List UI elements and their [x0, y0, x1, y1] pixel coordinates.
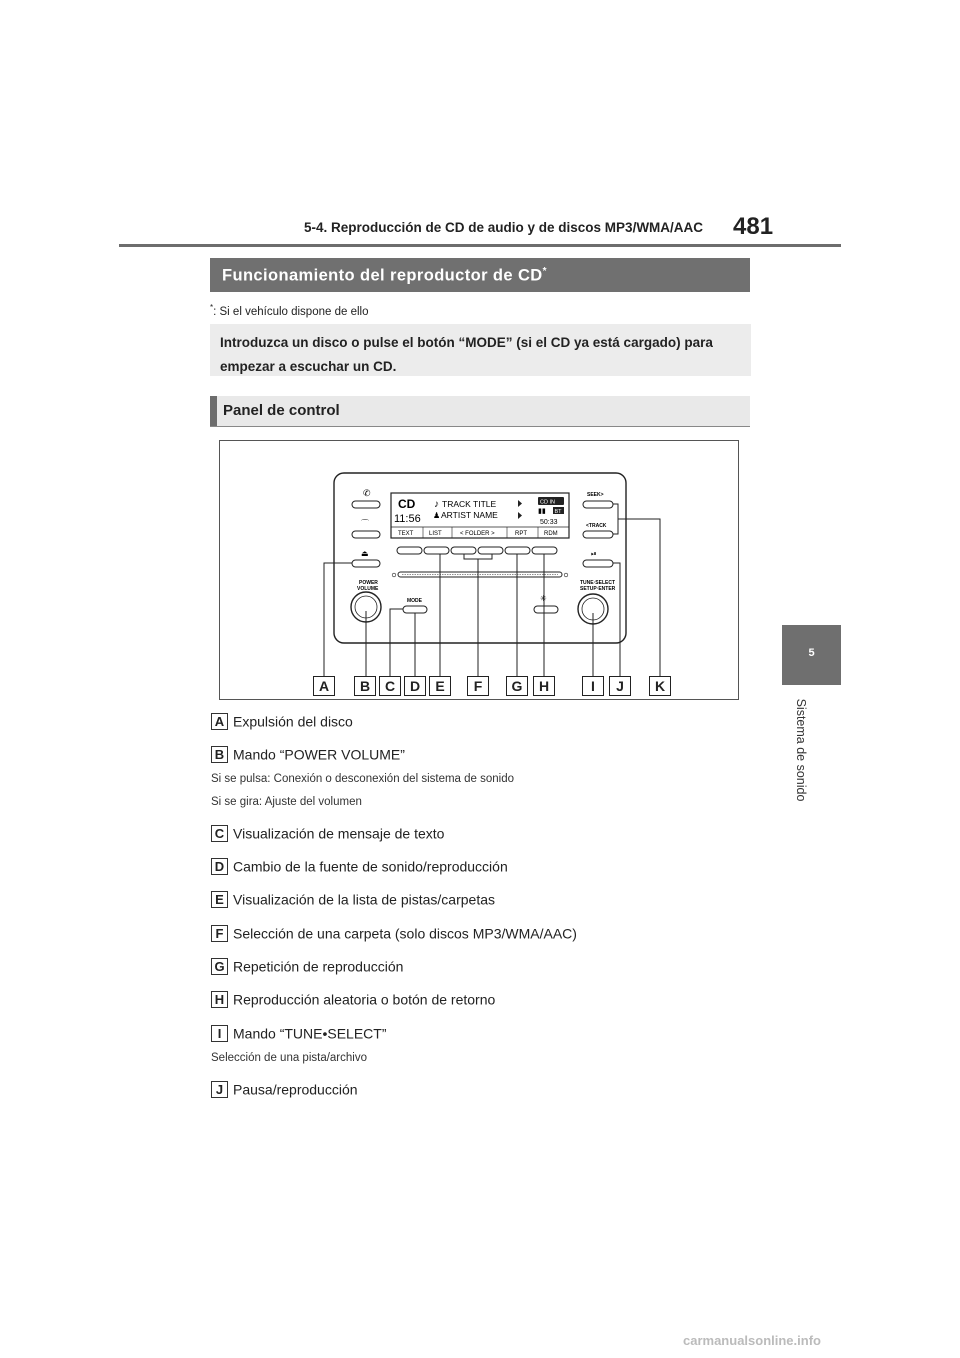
page-number: 481 [733, 213, 774, 240]
item-text: Mando “TUNE•SELECT” [233, 1025, 387, 1042]
seek-label: SEEK> [587, 492, 604, 498]
item-label: H [211, 991, 228, 1008]
screen-clock: 11:56 [394, 513, 421, 525]
list-item-h [211, 990, 495, 1008]
volume-label: VOLUME [357, 586, 379, 592]
screen-track: TRACK TITLE [442, 499, 497, 509]
header-rule [119, 244, 841, 247]
item-label: A [211, 713, 228, 730]
item-text: Cambio de la fuente de sonido/reproducción [233, 858, 508, 875]
callout-g: G [506, 676, 528, 696]
callout-c: C [379, 676, 401, 696]
track-button [583, 531, 613, 538]
item-label: B [211, 746, 228, 763]
subsection-title: Panel de control [223, 402, 340, 419]
footnote-text: : Si el vehículo dispone de ello [213, 305, 369, 318]
subsection-heading [210, 396, 750, 427]
person-icon: ♟ [433, 511, 441, 520]
item-text: Pausa/reproducción [233, 1081, 358, 1098]
list-item-c [211, 824, 444, 842]
signal-icon: ▮▮ [538, 508, 546, 515]
mode-button [403, 606, 427, 613]
mode-label: MODE [407, 598, 422, 604]
chapter-header-title: 5-4. Reproducción de CD de audio y de discos MP3/WMA/AAC [304, 220, 704, 235]
list-item-b [211, 745, 405, 763]
callout-k: K [649, 676, 671, 696]
item-label: J [211, 1081, 228, 1098]
list-item-i [211, 1024, 387, 1042]
callout-f: F [467, 676, 489, 696]
item-note: Si se gira: Ajuste del volumen [211, 796, 362, 808]
watermark: carmanualsonline.info [683, 1333, 821, 1348]
callout-d: D [404, 676, 426, 696]
aux-button [534, 606, 558, 613]
cd-in-text: CD IN [540, 499, 555, 506]
phone-hangup-button [352, 531, 380, 538]
play-pause-icon: ⏯ [591, 551, 597, 558]
item-text: Visualización de mensaje de texto [233, 825, 445, 842]
item-text: Mando “POWER VOLUME” [233, 746, 405, 763]
item-text: Repetición de reproducción [233, 958, 404, 975]
callout-e: E [429, 676, 451, 696]
softkey-rdm-label: RDM [544, 531, 558, 537]
eject-button [352, 560, 380, 567]
section-title-mark: * [542, 266, 547, 277]
item-text: Reproducción aleatoria o botón de retorno [233, 991, 496, 1008]
tune-select-label: TUNE·SELECT [580, 580, 615, 586]
softkey-list-label: LIST [429, 531, 442, 537]
callout-i: I [582, 676, 604, 696]
list-item-g [211, 957, 403, 975]
softkey-folder-label: < FOLDER > [460, 531, 495, 537]
list-item-j [211, 1080, 358, 1098]
screen-artist: ARTIST NAME [441, 510, 498, 520]
section-title: Funcionamiento del reproductor de CD [222, 266, 543, 285]
item-label: I [211, 1025, 228, 1042]
phone-answer-button [352, 501, 380, 508]
item-label: C [211, 825, 228, 842]
sparkle-icon: ✳ [540, 594, 547, 603]
callout-b: B [354, 676, 376, 696]
list-item-a [211, 712, 353, 730]
item-label: D [211, 858, 228, 875]
item-label: G [211, 958, 228, 975]
track-label: <TRACK [586, 523, 607, 529]
section-heading [210, 258, 750, 292]
seek-button [583, 501, 613, 508]
callout-a: A [313, 676, 335, 696]
power-label: POWER [359, 580, 378, 586]
callout-h: H [533, 676, 555, 696]
list-item-e [211, 890, 495, 908]
intro-text: Introduzca un disco o pulse el botón “MODE” (si el CD ya está cargado) para empezar a escuchar un CD. [220, 335, 713, 374]
music-note-icon: ♪ [434, 499, 439, 510]
control-panel-illustration [220, 441, 738, 699]
callout-j: J [609, 676, 631, 696]
subsection-bar [210, 396, 217, 426]
phone-hangup-icon: ⌒ [361, 519, 369, 528]
intro-box [210, 324, 751, 376]
item-text: Selección de una carpeta (solo discos MP3/WMA/AAC) [233, 925, 577, 942]
list-item-f [211, 924, 577, 942]
bt-text: BT [554, 509, 562, 515]
item-text: Expulsión del disco [233, 713, 353, 730]
item-note: Selección de una pista/archivo [211, 1052, 367, 1064]
softkey-text-label: TEXT [398, 531, 414, 537]
list-item-d [211, 857, 508, 875]
control-panel-figure [219, 440, 739, 700]
eject-icon: ⏏ [361, 549, 369, 558]
phone-answer-icon: ✆ [363, 488, 371, 498]
footnote-mark: * [210, 303, 214, 312]
item-note: Si se pulsa: Conexión o desconexión del sistema de sonido [211, 773, 515, 785]
play-pause-button [583, 560, 613, 567]
item-label: F [211, 925, 228, 942]
item-label: E [211, 891, 228, 908]
chapter-number: 5 [808, 647, 815, 659]
footnote [210, 303, 368, 318]
chapter-side-label: Sistema de sonido [794, 698, 808, 802]
screen-source: CD [398, 497, 416, 511]
softkey-rpt-label: RPT [515, 531, 527, 537]
item-text: Visualización de la lista de pistas/carpetas [233, 891, 496, 908]
screen-elapsed: 50:33 [540, 519, 558, 526]
setup-enter-label: SETUP·ENTER [580, 586, 616, 592]
